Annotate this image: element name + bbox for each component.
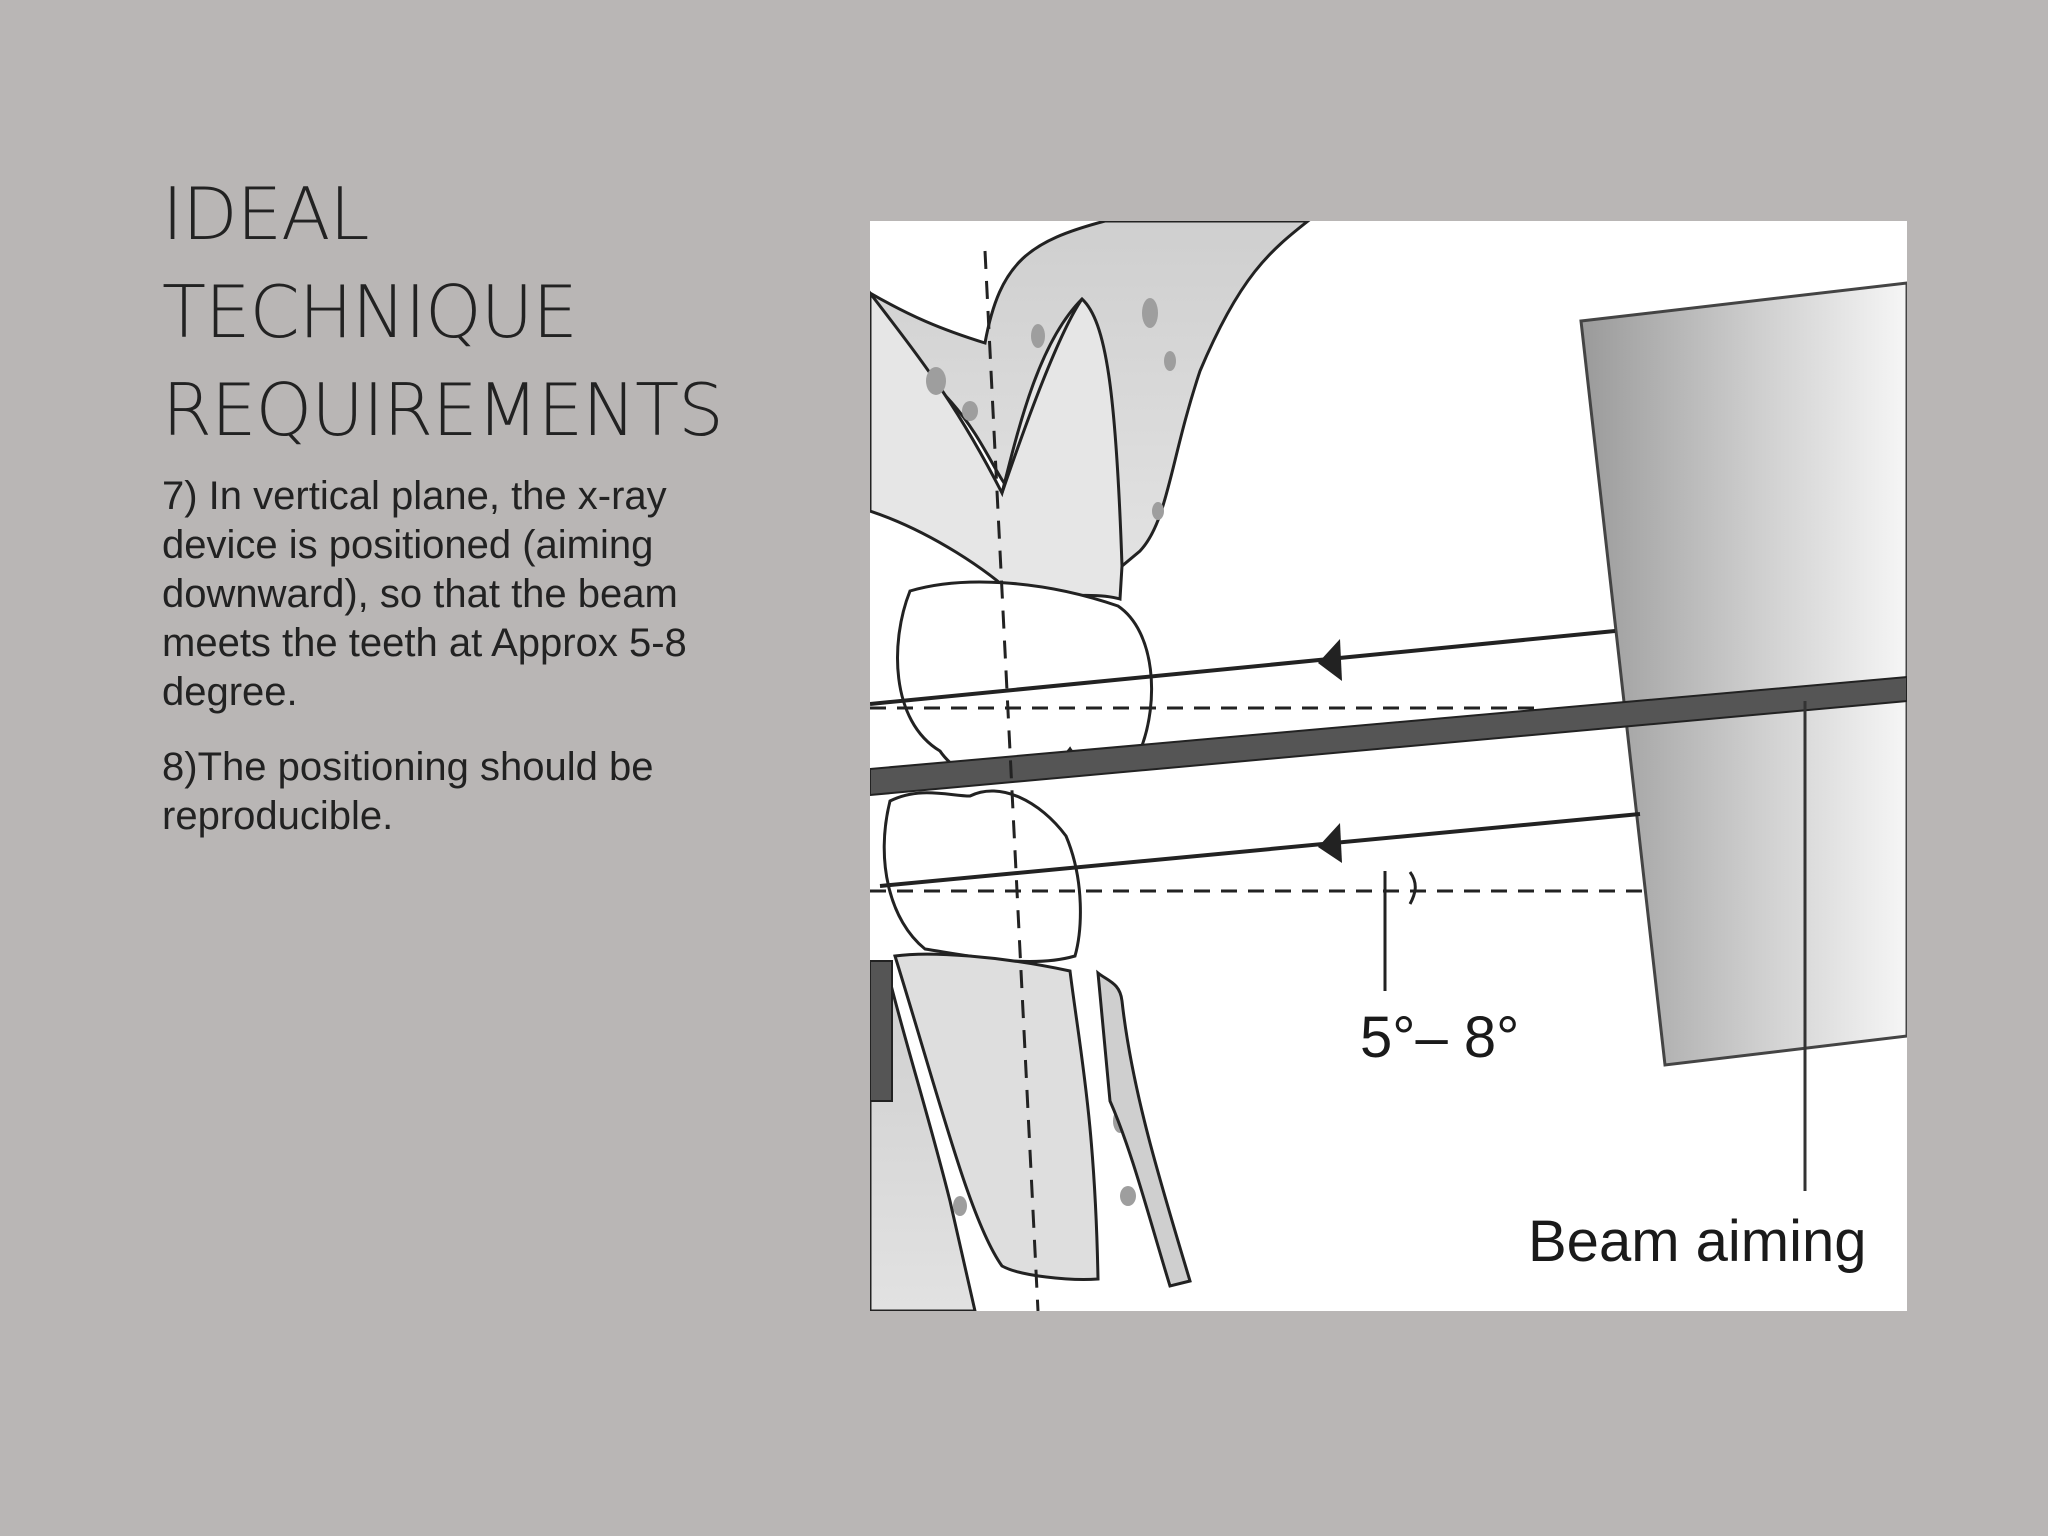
lower-gum [1098, 973, 1190, 1286]
dental-xray-diagram [870, 221, 1907, 1311]
paragraph-7: 7) In vertical plane, the x-ray device is positioned (aiming downward), so that the beam meets the teeth at Approx 5-8 degree. [162, 474, 687, 714]
angle-arc [1410, 872, 1415, 904]
title-line-1: IDEAL [162, 172, 369, 256]
beam-arrow-upper [1318, 639, 1342, 681]
slide-title [162, 165, 822, 459]
title-line-3: REQUIREMENTS [162, 368, 723, 452]
film-edge [870, 961, 892, 1101]
angle-label: 5°– 8° [1360, 1005, 1520, 1070]
beam-aiming-label: Beam aiming [1528, 1209, 1867, 1274]
slide-body [162, 472, 762, 867]
title-line-2: TECHNIQUE [162, 270, 577, 354]
paragraph-8: 8)The positioning should be reproducible. [162, 745, 654, 838]
xray-device [1581, 283, 1907, 1065]
